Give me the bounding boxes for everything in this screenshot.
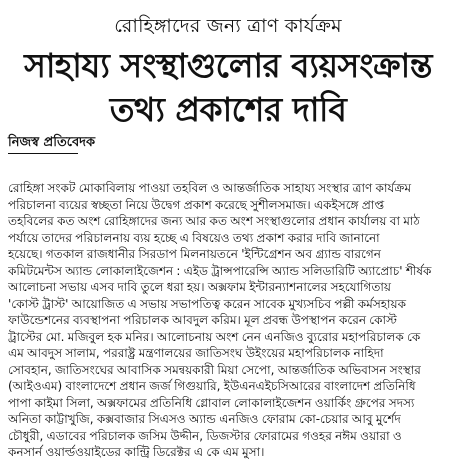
body-line: ফাউন্ডেশনের ব্যবস্থাপনা পরিচালক আবদুল করিম। মূল প্রবন্ধ উপস্থাপন করেন কোস্ট — [8, 313, 397, 327]
article-kicker: রোহিঙ্গাদের জন্য ত্রাণ কার্যক্রম — [114, 15, 342, 37]
article-byline: নিজস্ব প্রতিবেদক — [8, 135, 96, 150]
body-line: এম আবদুস সালাম, পররাষ্ট্র মন্ত্রণালয়ের জাতিসংঘ উইংয়ের মহাপরিচালক নাহিদা — [8, 346, 384, 360]
body-line: তহবিলের কত অংশ রোহিঙ্গাদের জন্য আর কত অংশ সংস্থাগুলোর প্রধান কার্যালয় বা মাঠ — [8, 214, 420, 228]
body-line: পরিচালনা ব্যয়ের স্বচ্ছতা নিয়ে উদ্বেগ প্রকাশ করেছে সুশীলসমাজ। একইসঙ্গে প্রাপ্ত — [8, 197, 385, 212]
body-line: ট্রাস্টের মো. মজিবুল হক মনির। আলোচনায় অংশ নেন এনজিও ব্যুরোর মহাপরিচালক কে — [8, 329, 421, 344]
body-line: হয়েছে। গতকাল রাজধানীর সিরডাপ মিলনায়তনে 'ইন্টিগ্রেশন অব গ্র্যান্ড বারগেন — [8, 247, 381, 261]
body-line: 'কোস্ট ট্রাস্ট' আয়োজিত এ সভায় সভাপতিত্ব করেন সাবেক মুখ্যসচিব পল্লী কর্মসহায়ক — [8, 296, 406, 311]
article-body — [8, 180, 448, 461]
body-line: কনসার্ন ওয়ার্ল্ডওয়াইডের কান্ট্রি ডিরেক্টর এ কে এম মুসা। — [8, 445, 265, 459]
headline-line-1: সাহায্য সংস্থাগুলোর ব্যয়সংক্রান্ত — [24, 46, 432, 85]
body-line: পর্যায়ে তাদের পরিচালনায় ব্যয় হচ্ছে এ বিষয়েও তথ্য প্রকাশ করার দাবি জানানো — [8, 230, 380, 245]
body-line: অনিতা কাট্টাখুজি, কক্সবাজার সিএসও অ্যান্ড এনজিও ফোরাম কো-চেয়ার আবু মুর্শেদ — [8, 412, 401, 426]
body-line: পাপা কাইমা সিলা, অক্সফামের প্রতিনিধি গ্লোবাল লোকালাইজেশন ওয়ার্কিং গ্রুপের সদস্য — [8, 395, 415, 410]
body-line: (আইওএম) বাংলাদেশে প্রধান জর্জ গিগুয়ারি, ইউএনএইচসিআরের বাংলাদেশ প্রতিনিধি — [8, 379, 416, 393]
article-headline — [0, 44, 456, 132]
body-line: কমিটমেন্টস অ্যান্ড লোকালাইজেশন : এইড ট্রান্সপারেন্সি অ্যান্ড সলিডারিটি অ্যাপ্রোচ' শীর্ষক — [8, 263, 432, 278]
body-line: চৌধুরী, এডাবের পরিচালক জসিম উদ্দীন, ডিজস্টার ফোরামের গওহর নঈম ওয়ারা ও — [8, 428, 402, 443]
body-line: আলোচনা সভায় এসব দাবি তুলে ধরা হয়। অক্সফাম ইন্টারন্যাশনালের সহযোগিতায় — [8, 280, 391, 294]
headline-line-2: তথ্য প্রকাশের দাবি — [109, 90, 347, 129]
byline-divider — [8, 153, 78, 154]
body-line: রোহিঙ্গা সংকট মোকাবিলায় পাওয়া তহবিল ও আন্তর্জাতিক সাহায্য সংস্থার ত্রাণ কার্যক্রম — [8, 181, 412, 195]
body-line: সোবহান, জাতিসংঘের আবাসিক সমন্বয়কারী মিয়া সেপো, আন্তর্জাতিক অভিবাসন সংস্থার — [8, 362, 421, 377]
